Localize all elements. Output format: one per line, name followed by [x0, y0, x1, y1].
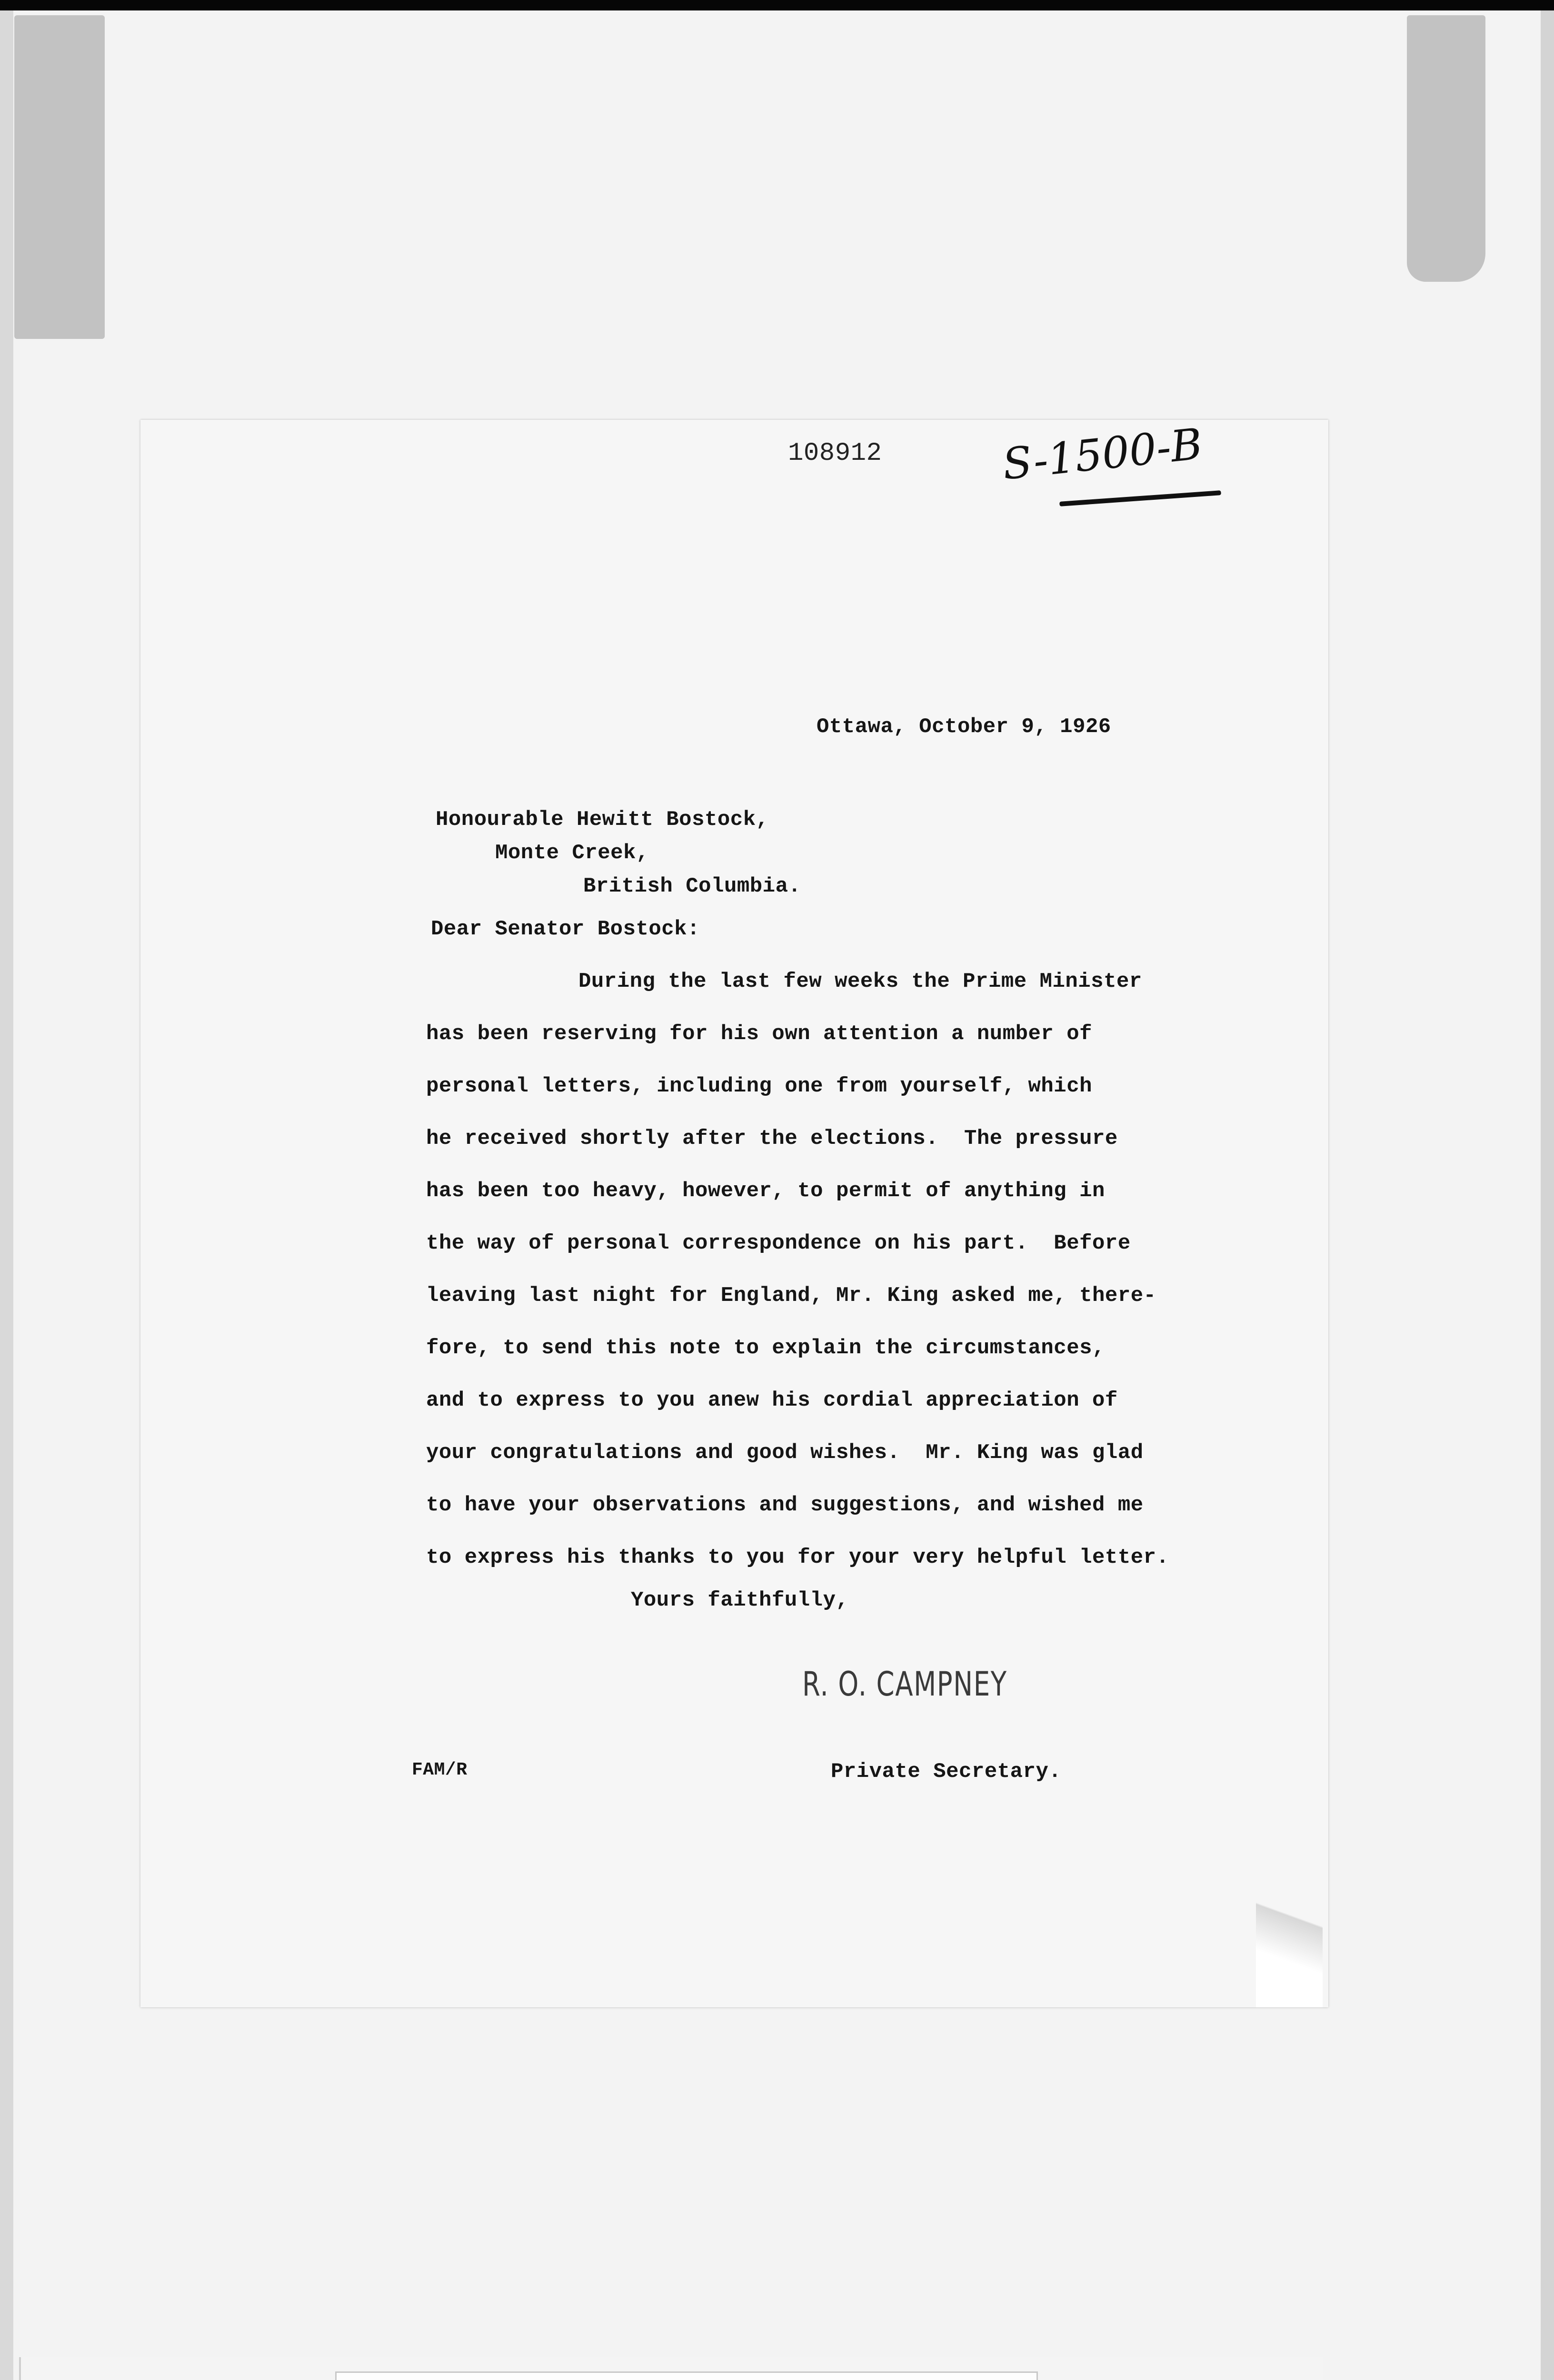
letter-date: Ottawa, October 9, 1926 — [817, 715, 1111, 739]
address-line: Honourable Hewitt Bostock, — [436, 808, 769, 832]
signer-title: Private Secretary. — [831, 1760, 1062, 1784]
typist-initials: FAM/R — [412, 1760, 468, 1780]
address-line: British Columbia. — [583, 874, 801, 898]
body-line: to have your observations and suggestions, and wished me — [426, 1493, 1144, 1517]
body-line: your congratulations and good wishes. Mr. King was glad — [426, 1441, 1144, 1465]
body-line: the way of personal correspondence on his part. Before — [426, 1231, 1131, 1255]
file-reference-underline — [1059, 490, 1221, 506]
collection-label — [335, 2371, 1038, 2380]
body-line: to express his thanks to you for your very helpful letter. — [426, 1546, 1169, 1569]
letter-page — [140, 420, 1328, 2007]
salutation: Dear Senator Bostock: — [431, 917, 700, 941]
signature-stamp: R. O. CAMPNEY — [802, 1665, 1007, 1704]
tape-strip-right — [1407, 15, 1485, 282]
archive-label-card — [19, 2357, 1323, 2380]
microfilm-frame — [0, 10, 1554, 2380]
body-line: leaving last night for England, Mr. King asked me, there- — [426, 1284, 1156, 1308]
folded-corner — [1256, 1841, 1323, 2007]
body-line: he received shortly after the elections. The pressure — [426, 1127, 1118, 1150]
handwritten-file-reference: S-1500-B — [1000, 419, 1205, 490]
tape-strip-left — [14, 15, 105, 339]
body-line: has been too heavy, however, to permit of anything in — [426, 1179, 1105, 1203]
body-line: has been reserving for his own attention a number of — [426, 1022, 1093, 1046]
film-edge-right — [1541, 10, 1554, 2380]
address-line: Monte Creek, — [495, 841, 649, 865]
body-line: personal letters, including one from yourself, which — [426, 1074, 1093, 1098]
body-line: fore, to send this note to explain the circumstances, — [426, 1336, 1105, 1360]
body-line: During the last few weeks the Prime Minister — [578, 970, 1142, 993]
film-edge-left — [0, 10, 13, 2380]
closing: Yours faithfully, — [631, 1588, 849, 1612]
document-number: 108912 — [788, 439, 882, 468]
body-line: and to express to you anew his cordial appreciation of — [426, 1388, 1118, 1412]
